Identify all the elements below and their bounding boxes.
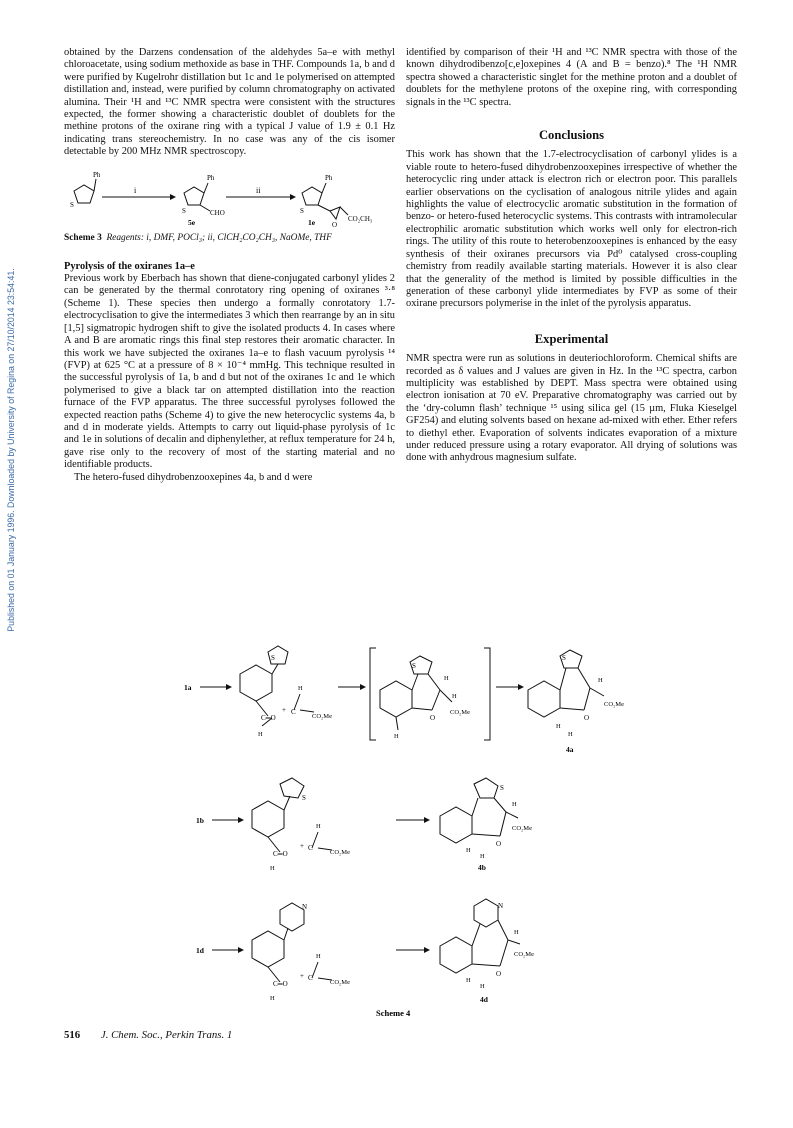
row1-o-4a: O [584,714,590,722]
pyrolysis-subheading: Pyrolysis of the oxiranes 1a–e [64,260,195,272]
row3-pyridine-4d [474,899,498,927]
row1-h-mid-3: H [394,733,399,740]
scheme-3-caption-text: Reagents: i, DMF, POCl₃; ii, ClCH₂CO₂CH₃, NaOMe, THF [106,232,332,243]
page-footer [64,1029,232,1041]
row2-plus: + [300,842,304,850]
scheme-3-thiophene-start [74,179,96,203]
row1-bracket-right [484,648,490,740]
row3-c: C [308,974,313,982]
left-column [64,47,395,484]
row3-h-4d-3: H [480,983,485,990]
row3-pyridine-start [280,903,304,931]
row2-h-4b-2: H [466,847,471,854]
row3-n-start: N [302,903,308,911]
right-column [406,47,737,465]
row1-co2me-mid: CO₂Me [450,709,470,716]
row1-h-4a-3: H [568,731,573,738]
row2-co2me: CO₂Me [330,849,350,856]
scheme-4-caption: Scheme 4 [376,1008,411,1018]
scheme-3-s-2: S [182,206,186,215]
scheme-3-oxygen: O [332,220,338,229]
scheme-4-diagram [0,640,793,1020]
scheme-3-s-3: S [300,206,304,215]
scheme-3-cho: CHO [210,208,225,217]
row1-h-mid-2: H [452,693,457,700]
row2-h-bottom: H [270,865,275,872]
row1-s-start: S [271,654,275,662]
row3-ceq: C═O [273,980,288,988]
label-1b: 1b [196,816,204,825]
row3-co2me: CO₂Me [330,979,350,986]
row1-c: C [291,708,296,716]
row2-h-4b-1: H [512,801,517,808]
scheme-3-label-5e: 5e [188,217,196,227]
scheme-3-s-1: S [70,200,74,209]
row1-h-4a-2: H [556,723,561,730]
row1-h-bottom: H [258,731,263,738]
scheme-3-diagram [64,167,395,229]
scheme-3-ph-2: Ph [207,173,215,182]
download-sidebar [4,200,18,700]
row2-s-start: S [302,794,306,802]
scheme-3-co2ch3: CO₂CH₃ [348,214,373,223]
scheme-3-label-1e: 1e [308,217,316,227]
row3-co2me-4d: CO₂Me [514,951,534,958]
label-4a: 4a [566,745,574,754]
row2-c: C [308,844,313,852]
row2-h-top: H [316,823,321,830]
label-4b: 4b [478,863,486,872]
row2-ceq: C═O [273,850,288,858]
scheme-3-thiophene-5e [184,183,210,211]
row2-co2me-4b: CO₂Me [512,825,532,832]
left-paragraph-1: obtained by the Darzens condensation of the aldehydes 5a–e with methyl chloroacetate, using sodium methoxide as base in THF. Compounds 1a, b and d were purified by Kugelrohr distillation but 1c and 1e polymerised on attempted distillation and, instead, were purified by column chromatography on activated alumina. Their ¹H and ¹³C NMR spectra were consistent with the structures expected, the former showing a characteristic doublet of doublets for the methine protons of the oxirane ring with a typical J value of 1.9 ± 0.1 Hz indicating trans stereochemistry. In no case was any of the cis isomer detectable by 200 MHz NMR spectroscopy. [64,47,395,158]
row3-h-4d-1: H [514,929,519,936]
row1-h-top: H [298,685,303,692]
row3-h-top: H [316,953,321,960]
row3-benzene-start [252,931,284,967]
row2-s-4b: S [500,784,504,792]
right-paragraph-2: This work has shown that the 1.7-electrocyclisation of carbonyl ylides is a viable route to hetero-fused dihydrobenzooxepines irrespective of whether the heterocyclic ring under attack is electron rich or electron poor. This parallels earlier observations on the cyclisation of analogous nitrile ylides and again highlights the value of electrocyclic aromatic substitution in the formation of benzo- or hetero-fused heterocyclic systems. This contrasts with intramolecular electrophilic aromatic substitution which works well only for electron-rich rings. The utility of this route to heterobenzooxepines is enhanced by the easy synthesis of their oxiranes precursors via Pd⁰ catalysed cross-coupling chemistry from readily available starting materials. However it is also clear that the generality of the method is limited by possible difficulties in the generation of these carbonyl ylide intermediates by FVP as some of their oxirane precursors polymerise in the inlet of the pyrolysis apparatus. [406,149,737,310]
row3-o-4d: O [496,970,502,978]
row1-co2me-4a: CO₂Me [604,701,624,708]
row1-s-4a: S [562,654,566,662]
row2-benzene-start [252,801,284,837]
row1-co2me: CO₂Me [312,713,332,720]
scheme-3-caption [64,233,395,244]
scheme-3-reagent-ii: ii [256,185,261,195]
experimental-heading: Experimental [534,331,609,346]
scheme-3-reagent-i: i [134,185,137,195]
label-1a: 1a [184,683,192,692]
row3-plus: + [300,972,304,980]
download-notice: Published on 01 January 1996. Downloaded by University of Regina on 27/10/2014 23:54:41. [6,268,16,632]
scheme-3-ph-3: Ph [325,173,333,182]
row1-benzene-mid [380,681,412,717]
row1-s-mid: S [412,662,416,670]
scheme-3-thiophene-1e [302,183,348,219]
label-4d: 4d [480,995,488,1004]
right-paragraph-3: NMR spectra were run as solutions in deuteriochloroform. Chemical shifts are recorded as δ values and J values are given in Hz. In the ¹³C spectra, carbon multiplicity was established by DEPT. Mass spectra were obtained using electron ionisation at 70 eV. Preparative chromatography was carried out by the ‘dry-column flash’ technique ¹⁵ using silica gel (15 µm, Fluka Kieselgel GF254) and eluting solvents based on hexane ad-mixed with ether. Ether refers to diethyl ether. Evaporation of solvents indicates evaporation of a mixture under reduced pressure using a rotary evaporator. All drying of solutions was done with anhydrous magnesium sulfate. [406,353,737,464]
row3-benzene-4d [440,937,472,973]
row2-thiophene-4b [474,778,498,798]
row1-benzene-4a [528,681,560,717]
scheme-3-caption-label: Scheme 3 [64,232,102,243]
row2-h-4b-3: H [480,853,485,860]
row3-h-4d-2: H [466,977,471,984]
row1-ceq: C═O [261,714,276,722]
scheme-3-ph-1: Ph [93,170,101,179]
label-1d: 1d [196,946,204,955]
row3-n-4d: N [498,902,504,910]
row1-benzene-start [240,665,272,701]
right-paragraph-1: identified by comparison of their ¹H and ¹³C NMR spectra with those of the known dihydrodibenzo[c,e]oxepines 4 (A and B = benzo).⁸ The ¹H NMR spectra showed a characteristic singlet for the methine proton and a doublet of doublets for the methylene protons of the oxepine ring, with corresponding signals in the ¹³C spectra. [406,47,737,108]
row3-h-bottom: H [270,995,275,1002]
left-paragraph-2: Previous work by Eberbach has shown that diene-conjugated carbonyl ylides 2 can be generated by the thermal conrotatory ring opening of oxiranes ³·⁸ (Scheme 1). These species then undergo a formally conrotatory 1.7-electrocyclisation to give the intermediates 3 which then rearrange by an in situ [1,5] sigmatropic hydrogen shift to give the isolated products 4. In cases where A and B are aromatic rings this final step restores their aromatic character. In this work we have subjected the oxiranes 1a–e to flash vacuum pyrolysis ¹⁴ (FVP) at 625 °C at a pressure of 8 × 10⁻⁴ mmHg. This technique resulted in the successful pyrolysis of 1a, b and d but not of the oxiranes 1c and 1e which polymerised to give a black tar on attempted distillation into the reaction furnace of the FVP apparatus. The three successful pyrolyses followed the expected reaction paths (Scheme 4) to give the new heterocyclic systems 4a, b and d in moderate yields. Attempts to carry out liquid-phase pyrolysis of 1c and 1e in solutions of decalin and diphenylether, at reflux temperature for 24 h, gave rise only to the recovery of most of the starting material and no identifiable products. [64,273,395,471]
row1-bracket-left [370,648,376,740]
row1-h-4a-1: H [598,677,603,684]
row2-o-4b: O [496,840,502,848]
left-paragraph-3: The hetero-fused dihydrobenzooxepines 4a, b and d were [74,471,313,483]
row2-thiophene-start [280,778,304,798]
row1-h-mid-1: H [444,675,449,682]
row1-plus: + [282,706,286,714]
row2-benzene-4b [440,807,472,843]
page-number: 516 [64,1029,81,1041]
journal-name: J. Chem. Soc., Perkin Trans. 1 [100,1029,233,1041]
row1-o-mid: O [430,714,436,722]
conclusions-heading: Conclusions [538,128,605,143]
